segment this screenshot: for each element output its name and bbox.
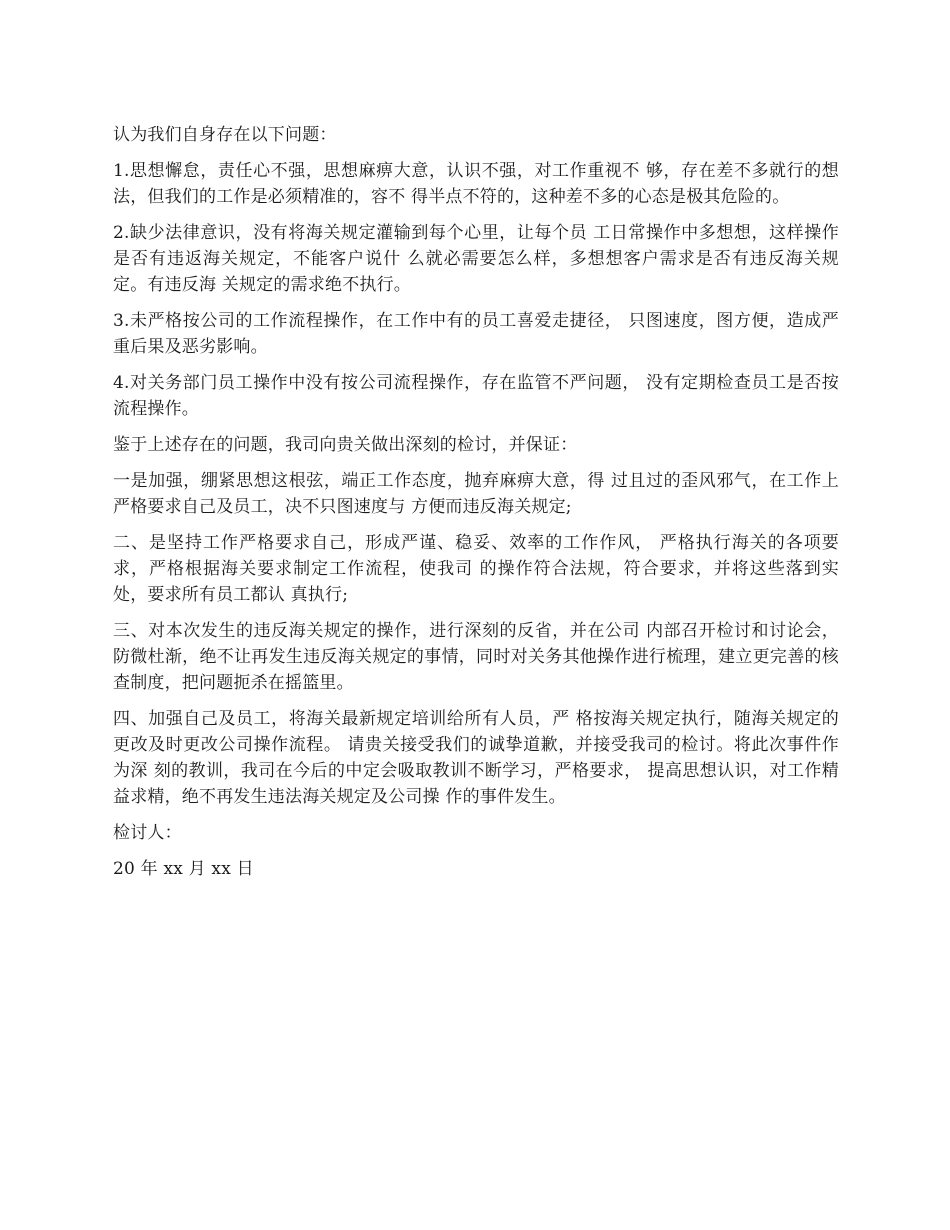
problem-2-paragraph: 2.缺少法律意识，没有将海关规定灌输到每个心里，让每个员 工日常操作中多想想，这样操作是否有违返海关规定，不能客户说什 么就必需要怎么样，多想想客户需求是否有违反海关规定。有违反海 关规定的需求绝不执行。 — [113, 223, 839, 295]
guarantee-4-paragraph: 四、加强自己及员工，将海关最新规定培训给所有人员，严 格按海关规定执行，随海关规定的更改及时更改公司操作流程。 请贵关接受我们的诚挚道歉，并接受我司的检讨。将此次事件作为深 刻的教训，我司在今后的中定会吸取教训不断学习，严格要求， 提高思想认识，对工作精益求精，绝不再发生违法海关规定及公司操 作的事件发生。 — [113, 709, 839, 807]
guarantee-1-paragraph: 一是加强，绷紧思想这根弦，端正工作态度，抛弃麻痹大意，得 过且过的歪风邪气，在工作上严格要求自己及员工，决不只图速度与 方便而违反海关规定; — [113, 471, 839, 517]
problem-4-paragraph: 4.对关务部门员工操作中没有按公司流程操作，存在监管不严问题， 没有定期检查员工是否按流程操作。 — [113, 373, 839, 419]
guarantee-intro-paragraph: 鉴于上述存在的问题，我司向贵关做出深刻的检讨，并保证： — [113, 435, 578, 455]
guarantee-3-paragraph: 三、对本次发生的违反海关规定的操作，进行深刻的反省，并在公司 内部召开检讨和讨论会，防微杜渐，绝不让再发生违反海关规定的事情，同时对关务其他操作进行梳理，建立更完善的核查制度，把问题扼杀在摇篮里。 — [113, 621, 839, 693]
guarantee-2-paragraph: 二、是坚持工作严格要求自己，形成严谨、稳妥、效率的工作作风， 严格执行海关的各项要求，严格根据海关要求制定工作流程，使我司 的操作符合法规，符合要求，并将这些落到实处，要求所有员工都认 真执行; — [113, 533, 839, 605]
problem-1-paragraph: 1.思想懈怠，责任心不强，思想麻痹大意，认识不强，对工作重视不 够，存在差不多就行的想法，但我们的工作是必须精准的，容不 得半点不符的，这种差不多的心态是极其危险的。 — [113, 161, 839, 207]
date-line: 20 年 xx 月 xx 日 — [113, 859, 254, 879]
document-body — [113, 122, 839, 892]
problem-3-paragraph: 3.未严格按公司的工作流程操作，在工作中有的员工喜爱走捷径， 只图速度，图方便，造成严重后果及恶劣影响。 — [113, 311, 839, 357]
signer-label: 检讨人： — [113, 823, 182, 843]
intro-paragraph: 认为我们自身存在以下问题： — [113, 125, 337, 145]
